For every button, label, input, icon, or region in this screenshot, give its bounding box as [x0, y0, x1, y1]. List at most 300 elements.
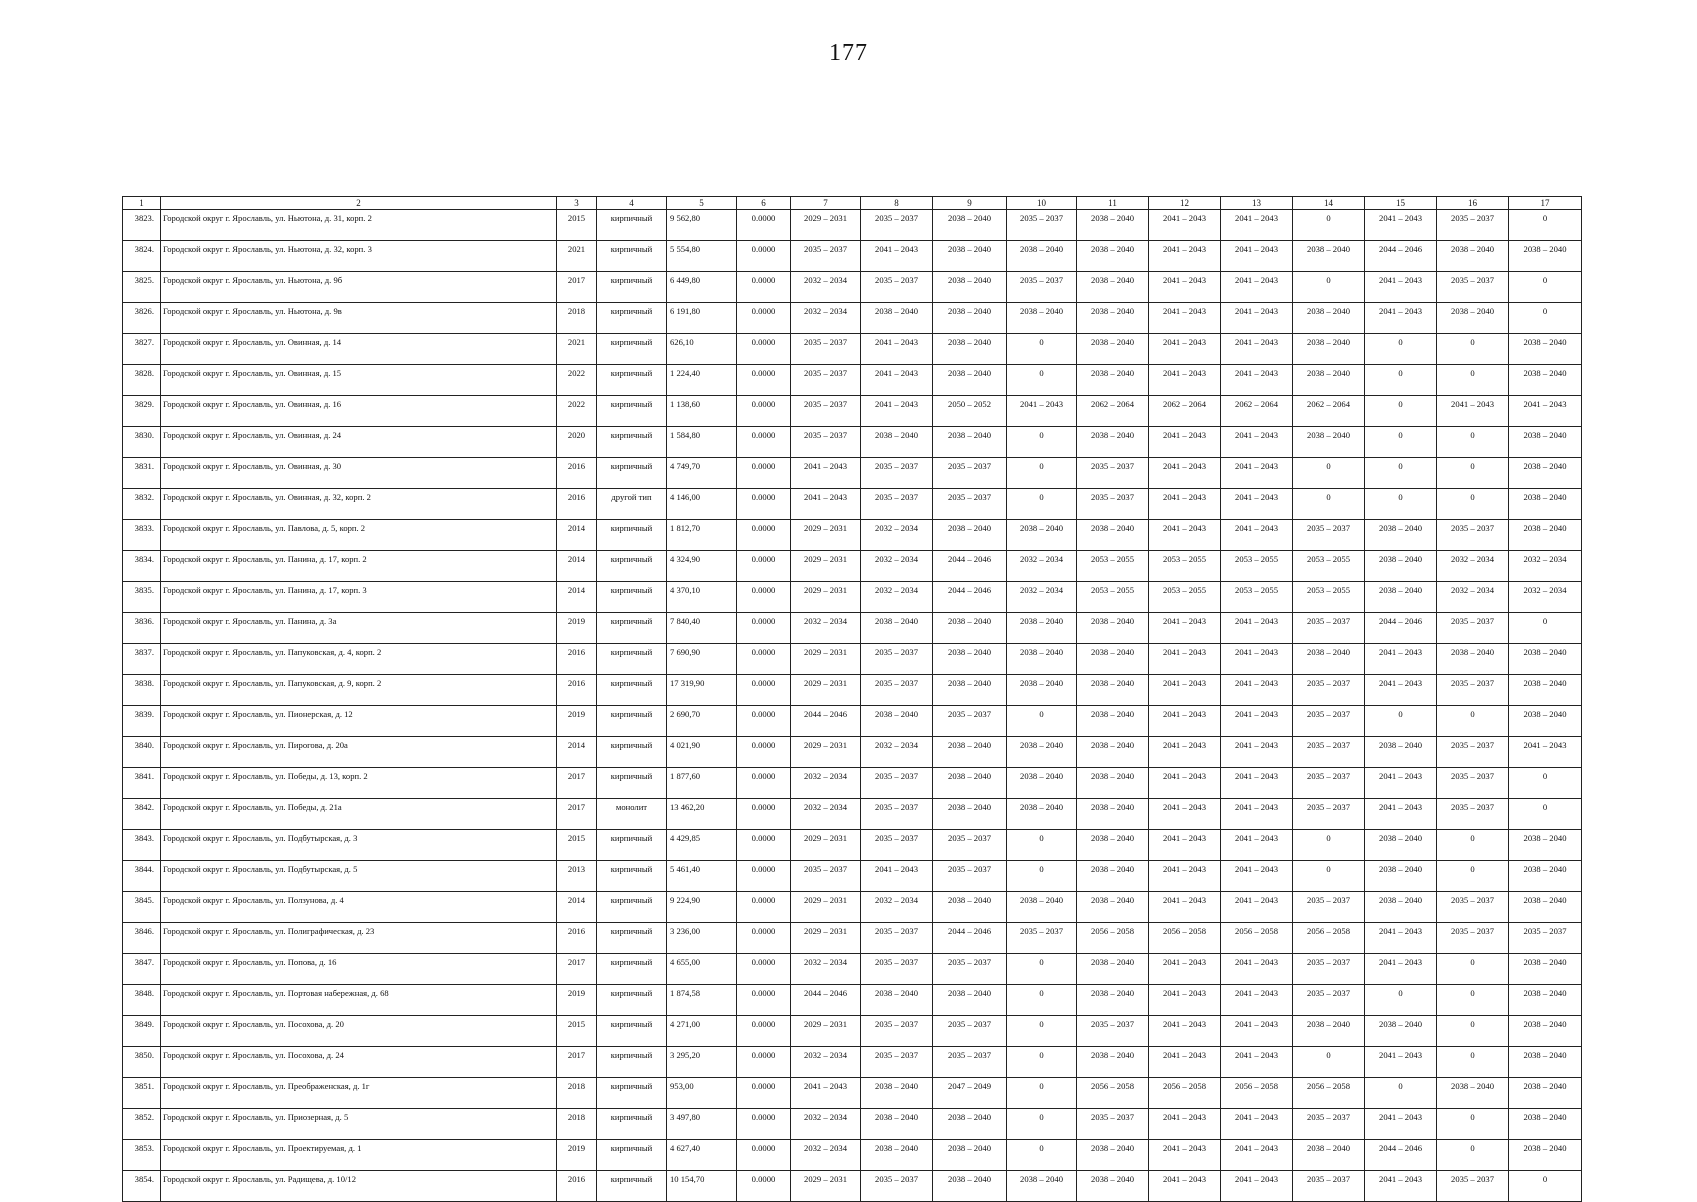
- table-cell: 2035 – 2037: [933, 954, 1007, 985]
- table-cell: 0: [1293, 458, 1365, 489]
- table-cell: 2035 – 2037: [1437, 520, 1509, 551]
- table-cell: 2038 – 2040: [1365, 830, 1437, 861]
- table-cell: 4 655,00: [667, 954, 737, 985]
- table-cell: кирпичный: [597, 768, 667, 799]
- table-cell: 2038 – 2040: [933, 737, 1007, 768]
- table-cell: 0: [1007, 1047, 1077, 1078]
- table-cell: 2035 – 2037: [791, 427, 861, 458]
- table-cell: 2062 – 2064: [1077, 396, 1149, 427]
- table-cell: кирпичный: [597, 954, 667, 985]
- table-cell: кирпичный: [597, 551, 667, 582]
- table-cell: 2041 – 2043: [1221, 613, 1293, 644]
- table-cell: 2035 – 2037: [933, 489, 1007, 520]
- table-cell: 2013: [557, 861, 597, 892]
- table-cell: 2041 – 2043: [1221, 644, 1293, 675]
- table-cell: 0: [1007, 954, 1077, 985]
- table-cell: кирпичный: [597, 644, 667, 675]
- table-cell: 0: [1437, 706, 1509, 737]
- table-cell: 2041 – 2043: [1221, 241, 1293, 272]
- table-cell: 2032 – 2034: [861, 551, 933, 582]
- table-cell: 2038 – 2040: [933, 644, 1007, 675]
- table-cell: 2035 – 2037: [1293, 706, 1365, 737]
- table-cell: кирпичный: [597, 272, 667, 303]
- table-cell: 0.0000: [737, 861, 791, 892]
- table-cell: 2038 – 2040: [1077, 613, 1149, 644]
- table-cell: 2035 – 2037: [1437, 892, 1509, 923]
- table-cell: 0.0000: [737, 613, 791, 644]
- table-cell: 0: [1007, 1078, 1077, 1109]
- table-cell: 2017: [557, 768, 597, 799]
- table-cell: 0: [1509, 272, 1582, 303]
- table-cell: 2038 – 2040: [1509, 241, 1582, 272]
- table-cell: 2044 – 2046: [933, 923, 1007, 954]
- table-cell: 17 319,90: [667, 675, 737, 706]
- table-cell: 0.0000: [737, 954, 791, 985]
- table-cell: 2041 – 2043: [1221, 830, 1293, 861]
- table-cell: 2032 – 2034: [791, 799, 861, 830]
- column-header: 8: [861, 197, 933, 210]
- table-cell: 3852.: [123, 1109, 161, 1140]
- table-cell: Городской округ г. Ярославль, ул. Посохова, д. 20: [161, 1016, 557, 1047]
- table-cell: 2041 – 2043: [1149, 644, 1221, 675]
- table-row: [123, 613, 1582, 644]
- table-cell: 2038 – 2040: [1007, 241, 1077, 272]
- table-cell: 2035 – 2037: [1293, 1171, 1365, 1202]
- table-cell: 2038 – 2040: [1509, 892, 1582, 923]
- table-cell: 2038 – 2040: [1077, 520, 1149, 551]
- table-cell: Городской округ г. Ярославль, ул. Павлова, д. 5, корп. 2: [161, 520, 557, 551]
- table-cell: 2019: [557, 706, 597, 737]
- table-cell: 0.0000: [737, 551, 791, 582]
- table-cell: 2038 – 2040: [933, 334, 1007, 365]
- table-cell: 2014: [557, 892, 597, 923]
- table-cell: 4 271,00: [667, 1016, 737, 1047]
- table-cell: 2038 – 2040: [933, 1171, 1007, 1202]
- table-cell: 2032 – 2034: [1437, 582, 1509, 613]
- table-cell: 4 370,10: [667, 582, 737, 613]
- table-cell: 2038 – 2040: [1077, 1047, 1149, 1078]
- table-cell: 2044 – 2046: [1365, 241, 1437, 272]
- table-cell: 2038 – 2040: [1077, 272, 1149, 303]
- register-table-container: [122, 196, 1573, 1202]
- table-row: [123, 799, 1582, 830]
- table-cell: Городской округ г. Ярославль, ул. Посохова, д. 24: [161, 1047, 557, 1078]
- table-cell: 2032 – 2034: [1437, 551, 1509, 582]
- table-cell: 2041 – 2043: [1221, 706, 1293, 737]
- table-cell: 2053 – 2055: [1077, 582, 1149, 613]
- table-cell: 2041 – 2043: [1149, 365, 1221, 396]
- table-cell: 2041 – 2043: [1365, 799, 1437, 830]
- table-cell: 0.0000: [737, 737, 791, 768]
- table-cell: 2016: [557, 1171, 597, 1202]
- table-cell: 2038 – 2040: [1509, 954, 1582, 985]
- table-cell: 3834.: [123, 551, 161, 582]
- table-cell: 2041 – 2043: [1221, 1140, 1293, 1171]
- table-cell: 2035 – 2037: [1293, 613, 1365, 644]
- table-row: [123, 1140, 1582, 1171]
- table-cell: 2038 – 2040: [1365, 582, 1437, 613]
- table-cell: 2041 – 2043: [1437, 396, 1509, 427]
- table-row: [123, 396, 1582, 427]
- table-cell: 0: [1365, 365, 1437, 396]
- table-cell: 3830.: [123, 427, 161, 458]
- table-cell: 0.0000: [737, 923, 791, 954]
- table-row: [123, 241, 1582, 272]
- table-cell: 2029 – 2031: [791, 644, 861, 675]
- table-cell: 2038 – 2040: [1077, 830, 1149, 861]
- table-cell: 2038 – 2040: [1077, 241, 1149, 272]
- table-cell: 2038 – 2040: [861, 613, 933, 644]
- table-cell: 2038 – 2040: [861, 985, 933, 1016]
- table-cell: 2038 – 2040: [1509, 1078, 1582, 1109]
- table-cell: 2038 – 2040: [1007, 303, 1077, 334]
- table-row: [123, 1016, 1582, 1047]
- table-cell: 2035 – 2037: [791, 334, 861, 365]
- table-cell: 2053 – 2055: [1149, 551, 1221, 582]
- table-cell: 2035 – 2037: [861, 923, 933, 954]
- table-cell: 2035 – 2037: [861, 458, 933, 489]
- table-cell: кирпичный: [597, 582, 667, 613]
- table-cell: 3841.: [123, 768, 161, 799]
- table-cell: 0.0000: [737, 1078, 791, 1109]
- table-cell: кирпичный: [597, 985, 667, 1016]
- table-cell: другой тип: [597, 489, 667, 520]
- table-cell: 2035 – 2037: [861, 1047, 933, 1078]
- table-cell: Городской округ г. Ярославль, ул. Ньютона, д. 9в: [161, 303, 557, 334]
- table-cell: 2016: [557, 489, 597, 520]
- table-cell: 2029 – 2031: [791, 923, 861, 954]
- column-header: 4: [597, 197, 667, 210]
- table-cell: 0: [1437, 830, 1509, 861]
- table-cell: кирпичный: [597, 241, 667, 272]
- table-cell: 2047 – 2049: [933, 1078, 1007, 1109]
- table-cell: 5 461,40: [667, 861, 737, 892]
- table-row: [123, 1078, 1582, 1109]
- table-cell: 2014: [557, 582, 597, 613]
- table-cell: 2038 – 2040: [1077, 210, 1149, 241]
- table-cell: 2035 – 2037: [933, 1047, 1007, 1078]
- table-cell: 2041 – 2043: [1221, 1109, 1293, 1140]
- table-cell: 2015: [557, 830, 597, 861]
- table-cell: Городской округ г. Ярославль, ул. Проектируемая, д. 1: [161, 1140, 557, 1171]
- table-cell: 0: [1007, 1140, 1077, 1171]
- table-cell: 2038 – 2040: [933, 613, 1007, 644]
- table-cell: кирпичный: [597, 427, 667, 458]
- table-cell: 2035 – 2037: [933, 830, 1007, 861]
- table-cell: 2041 – 2043: [1365, 303, 1437, 334]
- table-cell: 2035 – 2037: [791, 861, 861, 892]
- table-cell: 0.0000: [737, 427, 791, 458]
- table-cell: 2032 – 2034: [861, 737, 933, 768]
- table-cell: 2041 – 2043: [1149, 1140, 1221, 1171]
- table-cell: 0: [1509, 768, 1582, 799]
- table-cell: 9 224,90: [667, 892, 737, 923]
- table-cell: 2038 – 2040: [1509, 706, 1582, 737]
- table-cell: 2038 – 2040: [1509, 830, 1582, 861]
- table-cell: 2032 – 2034: [1509, 551, 1582, 582]
- table-cell: 3846.: [123, 923, 161, 954]
- table-row: [123, 303, 1582, 334]
- table-cell: 2038 – 2040: [1077, 861, 1149, 892]
- table-row: [123, 923, 1582, 954]
- table-cell: 2044 – 2046: [933, 551, 1007, 582]
- table-cell: 2038 – 2040: [933, 985, 1007, 1016]
- table-cell: кирпичный: [597, 396, 667, 427]
- table-cell: 2041 – 2043: [1221, 489, 1293, 520]
- table-cell: 2038 – 2040: [1077, 675, 1149, 706]
- table-cell: 0: [1365, 334, 1437, 365]
- table-cell: 2038 – 2040: [933, 303, 1007, 334]
- table-cell: 2035 – 2037: [1077, 1016, 1149, 1047]
- table-cell: 2044 – 2046: [791, 985, 861, 1016]
- table-cell: 2056 – 2058: [1077, 923, 1149, 954]
- table-row: [123, 861, 1582, 892]
- table-cell: кирпичный: [597, 830, 667, 861]
- table-cell: 2053 – 2055: [1293, 582, 1365, 613]
- table-cell: 3828.: [123, 365, 161, 396]
- table-cell: 2038 – 2040: [1509, 644, 1582, 675]
- table-cell: 0.0000: [737, 892, 791, 923]
- table-cell: 0: [1437, 365, 1509, 396]
- table-cell: 3824.: [123, 241, 161, 272]
- table-cell: 2035 – 2037: [933, 1016, 1007, 1047]
- table-cell: 3843.: [123, 830, 161, 861]
- column-header: 13: [1221, 197, 1293, 210]
- table-cell: кирпичный: [597, 365, 667, 396]
- table-cell: 0: [1007, 334, 1077, 365]
- column-header: 11: [1077, 197, 1149, 210]
- table-cell: 2038 – 2040: [1293, 303, 1365, 334]
- table-cell: 0.0000: [737, 768, 791, 799]
- table-cell: Городской округ г. Ярославль, ул. Подбутырская, д. 5: [161, 861, 557, 892]
- table-cell: Городской округ г. Ярославль, ул. Подбутырская, д. 3: [161, 830, 557, 861]
- table-cell: 2041 – 2043: [1149, 737, 1221, 768]
- table-cell: 2035 – 2037: [861, 954, 933, 985]
- table-cell: 2038 – 2040: [933, 427, 1007, 458]
- table-cell: 2017: [557, 272, 597, 303]
- table-cell: 2041 – 2043: [1149, 1047, 1221, 1078]
- table-cell: 1 874,58: [667, 985, 737, 1016]
- table-cell: 0.0000: [737, 210, 791, 241]
- table-cell: 2029 – 2031: [791, 582, 861, 613]
- table-cell: 2041 – 2043: [861, 861, 933, 892]
- table-cell: 2041 – 2043: [861, 241, 933, 272]
- table-cell: 3837.: [123, 644, 161, 675]
- table-cell: 1 877,60: [667, 768, 737, 799]
- table-cell: 2017: [557, 1047, 597, 1078]
- table-row: [123, 830, 1582, 861]
- table-cell: 3850.: [123, 1047, 161, 1078]
- table-cell: 2035 – 2037: [1509, 923, 1582, 954]
- table-cell: кирпичный: [597, 334, 667, 365]
- column-header: 2: [161, 197, 557, 210]
- table-cell: 2041 – 2043: [1221, 427, 1293, 458]
- table-cell: 2032 – 2034: [861, 520, 933, 551]
- table-cell: 2035 – 2037: [1293, 799, 1365, 830]
- table-cell: 2041 – 2043: [1149, 861, 1221, 892]
- table-cell: 2041 – 2043: [1509, 396, 1582, 427]
- table-cell: 0: [1365, 985, 1437, 1016]
- table-cell: 0: [1007, 489, 1077, 520]
- table-cell: кирпичный: [597, 1016, 667, 1047]
- table-row: [123, 210, 1582, 241]
- table-cell: 0.0000: [737, 1171, 791, 1202]
- table-cell: 2038 – 2040: [933, 1109, 1007, 1140]
- table-cell: Городской округ г. Ярославль, ул. Панина, д. 17, корп. 2: [161, 551, 557, 582]
- table-cell: 0: [1509, 1171, 1582, 1202]
- table-cell: 2041 – 2043: [1149, 1109, 1221, 1140]
- table-cell: 2032 – 2034: [791, 954, 861, 985]
- table-cell: 2056 – 2058: [1293, 1078, 1365, 1109]
- table-cell: 7 840,40: [667, 613, 737, 644]
- table-cell: 2035 – 2037: [1437, 675, 1509, 706]
- table-cell: кирпичный: [597, 1109, 667, 1140]
- table-cell: 2053 – 2055: [1221, 582, 1293, 613]
- table-cell: 2041 – 2043: [1365, 644, 1437, 675]
- table-cell: 2038 – 2040: [1077, 365, 1149, 396]
- table-cell: Городской округ г. Ярославль, ул. Папуковская, д. 9, корп. 2: [161, 675, 557, 706]
- table-cell: 2041 – 2043: [1221, 272, 1293, 303]
- table-cell: 0.0000: [737, 675, 791, 706]
- table-cell: 2038 – 2040: [1077, 334, 1149, 365]
- table-cell: 2041 – 2043: [1365, 272, 1437, 303]
- table-cell: 2019: [557, 1140, 597, 1171]
- table-cell: Городской округ г. Ярославль, ул. Панина, д. 17, корп. 3: [161, 582, 557, 613]
- table-cell: 2035 – 2037: [1293, 892, 1365, 923]
- table-row: [123, 892, 1582, 923]
- table-cell: кирпичный: [597, 1171, 667, 1202]
- table-cell: 2029 – 2031: [791, 675, 861, 706]
- table-row: [123, 365, 1582, 396]
- table-cell: 2016: [557, 644, 597, 675]
- table-cell: 2038 – 2040: [1007, 768, 1077, 799]
- table-cell: 3848.: [123, 985, 161, 1016]
- table-cell: Городской округ г. Ярославль, ул. Победы, д. 21а: [161, 799, 557, 830]
- table-cell: 3854.: [123, 1171, 161, 1202]
- table-cell: 0: [1365, 706, 1437, 737]
- table-cell: Городской округ г. Ярославль, ул. Папуковская, д. 4, корп. 2: [161, 644, 557, 675]
- table-cell: 2035 – 2037: [1293, 768, 1365, 799]
- table-cell: 2029 – 2031: [791, 210, 861, 241]
- table-cell: 2038 – 2040: [861, 706, 933, 737]
- column-header: 15: [1365, 197, 1437, 210]
- table-cell: 2041 – 2043: [1221, 768, 1293, 799]
- table-row: [123, 520, 1582, 551]
- table-cell: 2041 – 2043: [1149, 458, 1221, 489]
- table-cell: 2035 – 2037: [791, 241, 861, 272]
- table-cell: 2015: [557, 210, 597, 241]
- table-cell: 2041 – 2043: [861, 396, 933, 427]
- table-cell: 2056 – 2058: [1077, 1078, 1149, 1109]
- table-cell: 2017: [557, 954, 597, 985]
- table-cell: 2041 – 2043: [1221, 458, 1293, 489]
- table-cell: 2035 – 2037: [861, 1016, 933, 1047]
- table-cell: 2035 – 2037: [1293, 737, 1365, 768]
- table-cell: кирпичный: [597, 303, 667, 334]
- table-cell: 2038 – 2040: [1437, 241, 1509, 272]
- table-cell: 2035 – 2037: [1007, 272, 1077, 303]
- table-cell: 2041 – 2043: [1149, 613, 1221, 644]
- table-row: [123, 675, 1582, 706]
- table-cell: Городской округ г. Ярославль, ул. Приозерная, д. 5: [161, 1109, 557, 1140]
- table-cell: 2038 – 2040: [1077, 737, 1149, 768]
- table-cell: 0.0000: [737, 799, 791, 830]
- table-cell: Городской округ г. Ярославль, ул. Пионерская, д. 12: [161, 706, 557, 737]
- table-cell: 2038 – 2040: [1007, 613, 1077, 644]
- table-cell: 3853.: [123, 1140, 161, 1171]
- table-cell: 2044 – 2046: [791, 706, 861, 737]
- table-cell: 0: [1007, 830, 1077, 861]
- table-cell: 2035 – 2037: [1293, 985, 1365, 1016]
- table-cell: 2035 – 2037: [1293, 520, 1365, 551]
- table-cell: кирпичный: [597, 210, 667, 241]
- table-cell: 2038 – 2040: [933, 210, 1007, 241]
- table-cell: 0.0000: [737, 520, 791, 551]
- table-cell: 2038 – 2040: [1077, 644, 1149, 675]
- table-cell: 2038 – 2040: [1365, 551, 1437, 582]
- table-cell: 2035 – 2037: [861, 799, 933, 830]
- column-header: 16: [1437, 197, 1509, 210]
- table-cell: 0: [1007, 985, 1077, 1016]
- table-cell: 2044 – 2046: [933, 582, 1007, 613]
- table-cell: 2029 – 2031: [791, 1171, 861, 1202]
- table-cell: 1 138,60: [667, 396, 737, 427]
- table-cell: 2038 – 2040: [1509, 489, 1582, 520]
- table-cell: 2014: [557, 737, 597, 768]
- table-cell: 2041 – 2043: [1007, 396, 1077, 427]
- table-cell: 0: [1293, 489, 1365, 520]
- table-cell: 626,10: [667, 334, 737, 365]
- table-cell: 2035 – 2037: [861, 1171, 933, 1202]
- table-cell: 2041 – 2043: [1221, 861, 1293, 892]
- table-cell: кирпичный: [597, 1047, 667, 1078]
- table-cell: 0: [1365, 489, 1437, 520]
- table-cell: 2038 – 2040: [1365, 737, 1437, 768]
- table-cell: Городской округ г. Ярославль, ул. Овинная, д. 30: [161, 458, 557, 489]
- table-cell: 2038 – 2040: [933, 520, 1007, 551]
- table-cell: 2035 – 2037: [861, 768, 933, 799]
- table-cell: 2029 – 2031: [791, 892, 861, 923]
- table-cell: 2038 – 2040: [1509, 1047, 1582, 1078]
- table-cell: 2041 – 2043: [1221, 1047, 1293, 1078]
- table-cell: Городской округ г. Ярославль, ул. Панина, д. 3а: [161, 613, 557, 644]
- table-row: [123, 706, 1582, 737]
- table-cell: 2038 – 2040: [933, 272, 1007, 303]
- table-cell: 0: [1437, 1140, 1509, 1171]
- table-cell: 2038 – 2040: [1509, 1109, 1582, 1140]
- table-cell: 2038 – 2040: [1007, 892, 1077, 923]
- table-cell: Городской округ г. Ярославль, ул. Ползунова, д. 4: [161, 892, 557, 923]
- table-cell: кирпичный: [597, 458, 667, 489]
- table-row: [123, 954, 1582, 985]
- table-cell: 2035 – 2037: [1437, 210, 1509, 241]
- table-cell: кирпичный: [597, 520, 667, 551]
- table-cell: кирпичный: [597, 737, 667, 768]
- table-cell: 2035 – 2037: [1077, 1109, 1149, 1140]
- table-cell: 1 812,70: [667, 520, 737, 551]
- table-cell: 2041 – 2043: [1149, 892, 1221, 923]
- table-cell: 2056 – 2058: [1221, 923, 1293, 954]
- table-cell: 3845.: [123, 892, 161, 923]
- table-cell: 2035 – 2037: [861, 644, 933, 675]
- table-cell: 3 497,80: [667, 1109, 737, 1140]
- table-cell: 2056 – 2058: [1149, 923, 1221, 954]
- table-cell: 2038 – 2040: [1077, 1171, 1149, 1202]
- table-cell: 0.0000: [737, 272, 791, 303]
- table-cell: 2035 – 2037: [1437, 799, 1509, 830]
- table-cell: Городской округ г. Ярославль, ул. Овинная, д. 14: [161, 334, 557, 365]
- table-cell: 2015: [557, 1016, 597, 1047]
